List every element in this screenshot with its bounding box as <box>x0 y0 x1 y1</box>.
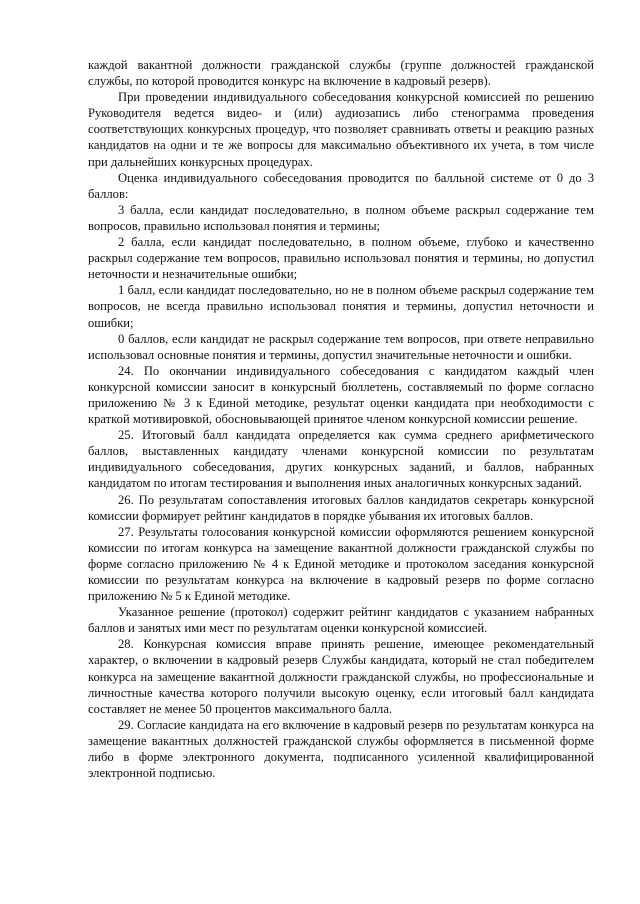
document-page <box>88 57 594 781</box>
paragraph-score-1: 1 балл, если кандидат последовательно, но не в полном объеме раскрыл содержание тем вопросов, не всегда правильно использовал понятия и термины, допустил неточности и ошибки; <box>88 283 594 330</box>
paragraph-item-25: 25. Итоговый балл кандидата определяется как сумма среднего арифметического баллов, выставленных кандидату членами конкурсной комиссии по результатам индивидуального собеседования, других конкурсных заданий, и баллов, набранных кандидатом по итогам тестирования и выполнения иных аналогичных конкурсных заданий. <box>88 428 594 491</box>
paragraph-item-29: 29. Согласие кандидата на его включение в кадровый резерв по результатам конкурса на замещение вакантных должностей гражданской службы оформляется в письменной форме либо в форме электронного документа, подписанного усиленной квалифицированной электронной подписью. <box>88 717 594 781</box>
paragraph-decision-rating: Указанное решение (протокол) содержит рейтинг кандидатов с указанием набранных баллов и занятых ими мест по результатам оценки конкурсной комиссией. <box>88 605 594 636</box>
paragraph-score-0: 0 баллов, если кандидат не раскрыл содержание тем вопросов, при ответе неправильно использовал основные понятия и термины, допустил значительные неточности и ошибки. <box>88 331 594 362</box>
paragraph-score-3: 3 балла, если кандидат последовательно, в полном объеме раскрыл содержание тем вопросов, правильно использовал понятия и термины; <box>88 202 594 233</box>
paragraph-scoring-intro: Оценка индивидуального собеседования проводится по балльной системе от 0 до 3 баллов: <box>88 170 594 201</box>
paragraph-item-28: 28. Конкурсная комиссия вправе принять решение, имеющее рекомендательный характер, о включении в кадровый резерв Службы кандидата, который не стал победителем конкурса на замещение вакантной должности гражданской службы, но профессиональные и личностные качества которого получили высокую оценку, если итоговый балл кандидата составляет не менее 50 процентов максимального балла. <box>88 637 594 716</box>
paragraph-item-27: 27. Результаты голосования конкурсной комиссии оформляются решением конкурсной комиссии по итогам конкурса на замещение вакантной должности гражданской службы по форме согласно приложению № 4 к Единой методике и протоколом заседания конкурсной комиссии по результатам конкурса на включение в кадровый резерв по форме согласно приложению № 5 к Единой методике. <box>88 524 594 604</box>
paragraph-item-24: 24. По окончании индивидуального собеседования с кандидатом каждый член конкурсной комиссии заносит в конкурсный бюллетень, составляемый по форме согласно приложению № 3 к Единой методике, результат оценки кандидата при необходимости с краткой мотивировкой, обосновывающей принятое членом конкурсной комиссии решение. <box>88 363 594 427</box>
paragraph-continuation: каждой вакантной должности гражданской службы (группе должностей гражданской службы, по которой проводится конкурс на включение в кадровый резерв). <box>88 58 594 89</box>
paragraph-recording: При проведении индивидуального собеседования конкурсной комиссией по решению Руководителя ведется видео- и (или) аудиозапись либо стенограмма проведения соответствующих конкурсных процедур, что позволяет сравнивать ответы и реакцию разных кандидатов на одни и те же вопросы для максимально объективного их учета, в том числе при дальнейших конкурсных процедурах. <box>88 90 594 169</box>
paragraph-item-26: 26. По результатам сопоставления итоговых баллов кандидатов секретарь конкурсной комиссии формирует рейтинг кандидатов в порядке убывания их итоговых баллов. <box>88 492 594 523</box>
paragraph-score-2: 2 балла, если кандидат последовательно, в полном объеме, глубоко и качественно раскрыл содержание тем вопросов, правильно использовал понятия и термины, но допустил неточности и незначительные ошибки; <box>88 235 594 282</box>
